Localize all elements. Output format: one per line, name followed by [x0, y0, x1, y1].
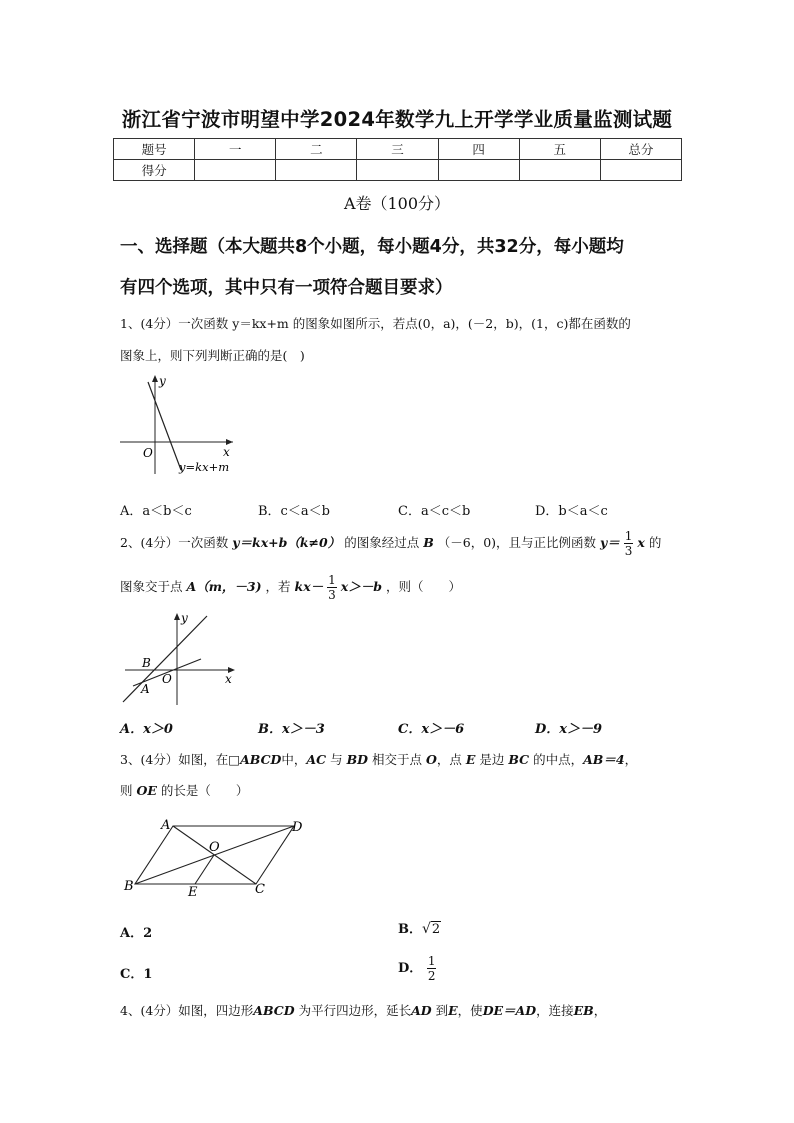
point-c-label: C: [255, 882, 265, 897]
q3-option-a[interactable]: A．2: [120, 926, 153, 941]
text: 与: [330, 752, 343, 767]
score-table: [113, 138, 682, 181]
header-cell: 总分: [600, 139, 681, 160]
math: kx－: [294, 579, 324, 594]
math: □ABCD: [228, 752, 282, 767]
header-cell: 三: [357, 139, 438, 160]
header-cell: 二: [276, 139, 357, 160]
y-axis-arrow: [152, 375, 158, 382]
math: B: [423, 535, 434, 550]
x-axis-label: x: [225, 672, 232, 686]
math: O: [425, 752, 437, 767]
exam-title: 浙江省宁波市明望中学2024年数学九上开学学业质量监测试题: [121, 108, 673, 131]
text: ，: [624, 752, 638, 767]
origin-label: O: [162, 672, 172, 686]
fraction: [624, 529, 634, 558]
point-e-label: E: [188, 885, 198, 900]
text: 3、(4分）如图，在: [120, 752, 229, 767]
q2-stem-line1: [120, 528, 661, 558]
math: OE: [136, 783, 157, 798]
score-cell[interactable]: [195, 160, 276, 181]
point-b-label: B: [124, 879, 134, 894]
point-d-label: D: [292, 820, 303, 835]
math: DE＝AD: [482, 1003, 537, 1018]
math: E: [465, 752, 476, 767]
q1-stem-line1: 1、(4分）一次函数 y＝kx+m 的图象如图所示，若点(0，a)，(－2，b)，(1，c)都在函数的: [120, 316, 631, 331]
text: ，点: [436, 752, 462, 767]
numerator: 1: [624, 529, 633, 543]
q1-option-a[interactable]: A．a＜b＜c: [120, 504, 192, 519]
text: 的图象经过点: [344, 535, 420, 550]
fraction: [427, 954, 437, 983]
math: EB: [573, 1003, 594, 1018]
section-heading-line1: 一、选择题（本大题共8个小题，每小题4分，共32分，每小题均: [120, 237, 624, 257]
point-o-label: O: [209, 840, 220, 855]
text: 中，: [281, 752, 307, 767]
score-table-score-row: [114, 160, 682, 181]
text: 的: [648, 535, 662, 550]
math: y＝: [600, 535, 620, 550]
header-cell: 一: [195, 139, 276, 160]
point-a-label: A: [141, 682, 150, 696]
option-label: D．: [398, 961, 423, 976]
math: AD: [411, 1003, 432, 1018]
q3-stem-line1: [120, 750, 637, 768]
option-label: B．: [398, 922, 422, 937]
math: A（m，－3): [186, 579, 262, 594]
q2-option-b[interactable]: B．x＞－3: [258, 722, 325, 737]
text: 到: [435, 1003, 449, 1018]
y-axis-arrow: [174, 613, 180, 620]
score-cell[interactable]: [438, 160, 519, 181]
y-axis-label: y: [181, 611, 188, 625]
numerator: 1: [328, 573, 336, 587]
text: （－6，0)，且与正比例函数: [437, 535, 597, 550]
q2-graph: [115, 610, 245, 707]
line-label: y=kx+m: [179, 460, 230, 474]
header-cell: 五: [519, 139, 600, 160]
math: ABCD: [253, 1003, 295, 1018]
fraction: [327, 573, 337, 602]
denominator: 2: [427, 969, 436, 983]
score-table-header-row: [114, 139, 682, 160]
denominator: 3: [624, 544, 633, 558]
q1-graph: [115, 372, 240, 477]
text: ，使: [457, 1003, 483, 1018]
text: 是边: [479, 752, 505, 767]
q2-option-a[interactable]: A．x＞0: [120, 722, 173, 737]
q1-option-b[interactable]: B．c＜a＜b: [258, 504, 330, 519]
score-cell[interactable]: [357, 160, 438, 181]
q3-option-c[interactable]: C．1: [120, 967, 153, 982]
math: AB＝4: [583, 752, 625, 767]
x-axis-label: x: [223, 445, 230, 459]
function-line: [148, 382, 181, 470]
header-cell: 四: [438, 139, 519, 160]
text: 的中点，: [533, 752, 584, 767]
segment-oe: [195, 855, 214, 884]
text: ，: [593, 1003, 607, 1018]
text: 2、(4分）一次函数: [120, 535, 229, 550]
score-cell[interactable]: [276, 160, 357, 181]
sqrt-icon: √: [422, 921, 431, 937]
q1-option-d[interactable]: D．b＜a＜c: [535, 504, 608, 519]
math: E: [448, 1003, 458, 1018]
header-cell: 题号: [114, 139, 195, 160]
q2-option-d[interactable]: D．x＞－9: [535, 722, 603, 737]
score-cell[interactable]: [519, 160, 600, 181]
linear-function-line: [123, 616, 207, 702]
q3-stem-line2: [120, 781, 248, 799]
text: 为平行四边形，延长: [298, 1003, 412, 1018]
row-label: 得分: [114, 160, 195, 181]
math: BD: [346, 752, 368, 767]
math: x＞－b: [340, 579, 382, 594]
y-axis-label: y: [159, 374, 166, 388]
q2-stem-line2: [120, 572, 461, 602]
q2-option-c[interactable]: C．x＞－6: [398, 722, 465, 737]
text: 的长是（ ）: [160, 783, 249, 798]
section-heading-line2: 有四个选项，其中只有一项符合题目要求）: [120, 278, 453, 298]
point-a-label: A: [161, 818, 171, 833]
text: ，若: [265, 579, 291, 594]
q1-option-c[interactable]: C．a＜c＜b: [398, 504, 471, 519]
part-title: A卷（100分）: [343, 194, 451, 213]
numerator: 1: [427, 954, 436, 968]
math: BC: [508, 752, 530, 767]
text: 则: [120, 783, 133, 798]
text: 图象交于点: [120, 579, 183, 594]
diagonal-bd: [135, 826, 294, 884]
math: y＝kx+b（k≠0）: [232, 535, 341, 550]
math: AC: [306, 752, 327, 767]
score-cell[interactable]: [600, 160, 681, 181]
text: 4、(4分）如图，四边形: [120, 1003, 254, 1018]
q1-stem-line2: 图象上，则下列判断正确的是( ): [120, 348, 305, 363]
q3-parallelogram-figure: [118, 812, 318, 902]
math: x: [637, 535, 645, 550]
radicand: 2: [431, 922, 441, 937]
q3-option-d[interactable]: [398, 954, 436, 983]
q4-stem-line1: [120, 1001, 606, 1019]
origin-label: O: [143, 446, 153, 460]
point-b-label: B: [142, 656, 151, 670]
text: 相交于点: [371, 752, 422, 767]
denominator: 3: [328, 588, 336, 602]
text: ，则（ ）: [385, 579, 461, 594]
text: ，连接: [536, 1003, 574, 1018]
q3-option-b[interactable]: [398, 918, 441, 937]
